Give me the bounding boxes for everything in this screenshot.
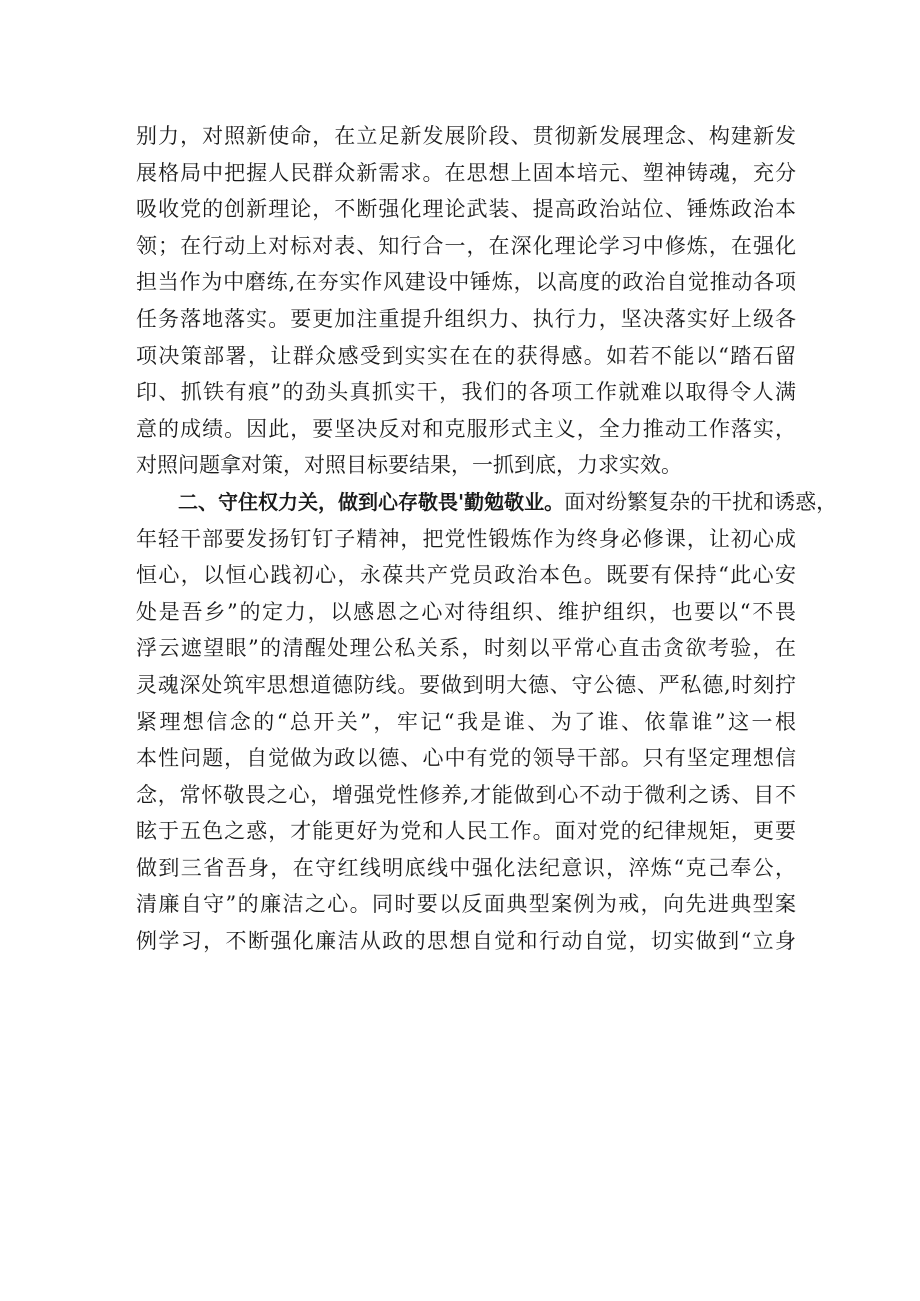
section-heading: 二、守住权力关，做到心存敬畏'勤勉敬业。 <box>178 489 565 514</box>
paragraph-line: 对照问题拿对策，对照目标要结果，一抓到底，力求实效。 <box>136 453 682 478</box>
paragraph-line: 意的成绩。因此，要坚决反对和克服形式主义，全力推动工作落实， <box>136 416 796 441</box>
body-text <box>136 118 838 960</box>
paragraph-line: 领；在行动上对标对表、知行合一，在深化理论学习中修炼，在强化 <box>136 233 796 258</box>
paragraph-line: 浮云遮望眼”的清醒处理公私关系，时刻以平常心直击贪欲考验，在 <box>136 636 796 661</box>
paragraph-line: 年轻干部要发扬钉钉子精神，把党性锻炼作为终身必修课，让初心成 <box>136 526 796 551</box>
paragraph-line: 项决策部署，让群众感受到实实在在的获得感。如若不能以“踏石留 <box>136 343 796 368</box>
paragraph-2 <box>136 484 838 960</box>
paragraph-line: 眩于五色之惑，才能更好为党和人民工作。面对党的纪律规矩，更要 <box>136 819 796 844</box>
paragraph-line: 灵魂深处筑牢思想道德防线。要做到明大德、守公德、严私德,时刻拧 <box>136 672 796 697</box>
paragraph-line: 别力，对照新使命，在立足新发展阶段、贯彻新发展理念、构建新发 <box>136 124 796 148</box>
paragraph-line: 任务落地落实。要更加注重提升组织力、执行力，坚决落实好上级各 <box>136 306 796 331</box>
paragraph-line: 紧理想信念的“总开关”，牢记“我是谁、为了谁、依靠谁”这一根 <box>136 709 796 734</box>
paragraph-line-rest: 面对纷繁复杂的干扰和诱惑， <box>564 489 838 514</box>
paragraph-line: 做到三省吾身，在守红线明底线中强化法纪意识，淬炼“克己奉公， <box>136 855 796 880</box>
paragraph-line: 担当作为中磨练,在夯实作风建设中锤炼，以高度的政治自觉推动各项 <box>136 270 796 295</box>
paragraph-line: 印、抓铁有痕”的劲头真抓实干，我们的各项工作就难以取得令人满 <box>136 380 796 405</box>
paragraph-line: 本性问题，自觉做为政以德、心中有党的领导干部。只有坚定理想信 <box>136 746 796 771</box>
paragraph-line: 恒心，以恒心践初心，永葆共产党员政治本色。既要有保持“此心安 <box>136 563 796 588</box>
paragraph-first-line <box>136 484 838 521</box>
paragraph-line: 例学习，不断强化廉洁从政的思想自觉和行动自觉，切实做到“立身 <box>136 929 796 954</box>
paragraph-line: 吸收党的创新理论，不断强化理论武装、提高政治站位、锤炼政治本 <box>136 197 796 222</box>
paragraph-line: 清廉自守”的廉洁之心。同时要以反面典型案例为戒，向先进典型案 <box>136 892 796 917</box>
paragraph-line: 念，常怀敬畏之心，增强党性修养,才能做到心不动于微利之诱、目不 <box>136 782 796 807</box>
paragraph-line: 展格局中把握人民群众新需求。在思想上固本培元、塑神铸魂，充分 <box>136 160 796 185</box>
paragraph-line: 处是吾乡”的定力，以感恩之心对待组织、维护组织，也要以“不畏 <box>136 599 796 624</box>
paragraph-1 <box>136 118 796 484</box>
